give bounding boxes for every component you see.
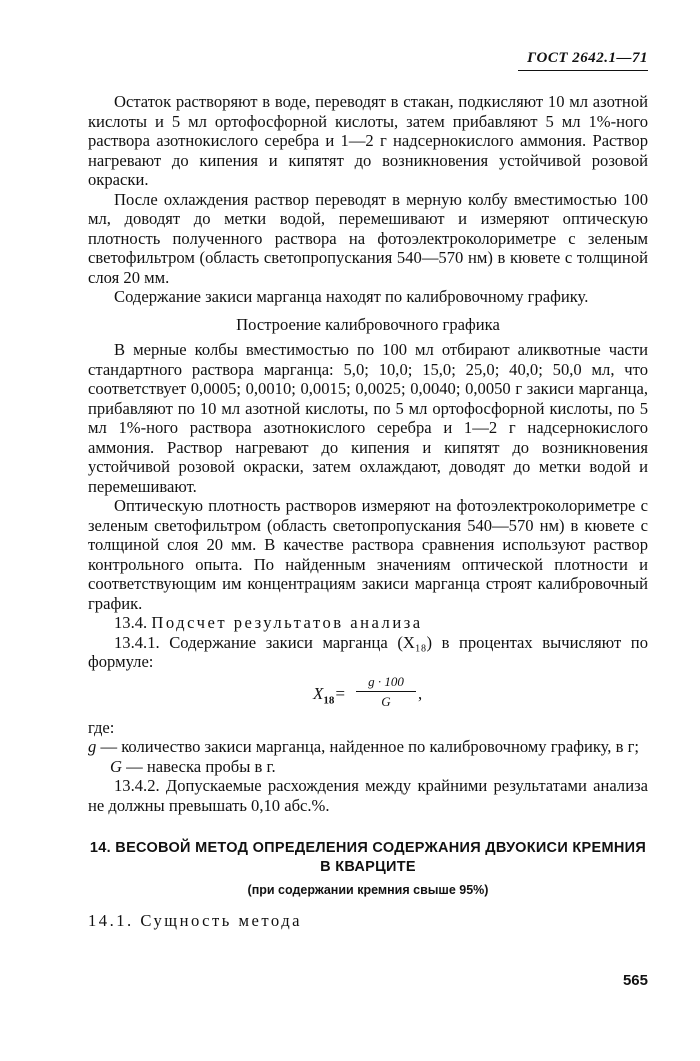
paragraph-cooling: После охлаждения раствор переводят в мерную колбу вместимостью 100 мл, доводят до метки водой, перемешивают и измеряют оптическую плотность полученного раствора на фотоэлектроколориметре с зеленым светофильтром (область светопропускания 540—570 нм) в кювете с толщиной слоя 20 мм. [88,189,648,287]
definition-g [88,737,648,757]
page-content [88,92,648,930]
definition-g-text: — количество закиси марганца, найденное по калибровочному графику, в г; [96,737,640,756]
section-13-4-title: Подсчет результатов анализа [151,613,423,632]
fraction-bar [356,691,416,692]
paragraph-residue: Остаток растворяют в воде, переводят в стакан, подкисляют 10 мл азотной кислоты и 5 мл ортофосфорной кислоты, затем прибавляют 5 мл 1%-ного раствора азотнокислого серебра и 1—2 г надсернокислого аммония. Раствор нагревают до кипения и кипятят до возникновения устойчивой розовой окраски. [88,92,648,189]
formula-numerator: g · 100 [368,673,404,689]
formula-denominator: G [381,693,391,709]
section-13-4-heading [88,613,648,633]
calibration-paragraph-1: В мерные колбы вместимостью по 100 мл отбирают аликвотные части стандартного раствора марганца: 5,0; 10,0; 15,0; 25,0; 40,0; 50,0 мл, что соответствует 0,0005; 0,0010; 0,0015; 0,0025; 0,0040; 0,0050 г закиси марганца, прибавляют по 10 мл азотной кислоты, по 5 мл ортофосфорной кислоты, по 5 мл 1%-ного раствора азотнокислого серебра и 1—2 г надсернокислого аммония. Раствор нагревают до кипения и кипятят до возникновения устойчивой розовой окраски, затем охлаждают, доводят до метки водой и перемешивают. [88,340,648,496]
section-13-4-number: 13.4. [114,613,148,632]
document-code: ГОСТ 2642.1—71 [527,50,648,66]
section-14-title: 14. ВЕСОВОЙ МЕТОД ОПРЕДЕЛЕНИЯ СОДЕРЖАНИЯ ДВУОКИСИ КРЕМНИЯ В КВАРЦИТЕ [89,840,647,875]
formula-fraction [356,674,416,709]
paragraph-content: Содержание закиси марганца находят по калибровочному графику. [114,287,589,306]
calibration-title: Построение калибровочного графика [236,314,500,334]
definition-G-symbol: G [110,756,122,776]
definition-G-text: — навеска пробы в г. [121,756,276,776]
section-14-subtitle: (при содержании кремния свыше 95%) [247,883,489,897]
definition-g-symbol: g [88,737,97,756]
header-rule [518,70,648,71]
section-14-1-heading: 14.1. Сущность метода [88,910,303,930]
page-number: 565 [622,972,648,989]
formula [88,674,648,716]
definition-G [88,757,648,777]
paragraph-13-4-1: 13.4.1. Содержание закиси марганца (X₁₈) в процентах вычисляют по формуле: [88,632,648,671]
formula-equals: = [334,683,346,703]
paragraph-13-4-2: 13.4.2. Допускаемые расхождения между крайними результатами анализа не должны превышать 0,10 абс.%. [88,776,648,815]
calibration-paragraph-2: Оптическую плотность растворов измеряют на фотоэлектроколориметре с зеленым светофильтром (область светопропускания 540—570 нм) в кювете с толщиной слоя 20 мм. В качестве раствора сравнения используют раствор контрольного опыта. По найденным значениям оптической плотности и соответствующим им концентрациям закиси марганца строят калибровочный график. [88,496,648,613]
formula-comma: , [418,683,423,703]
formula-lhs-subscript: 18 [323,693,335,706]
where-label: где: [88,717,115,737]
formula-lhs: $X_{18}=$ [313,683,346,706]
